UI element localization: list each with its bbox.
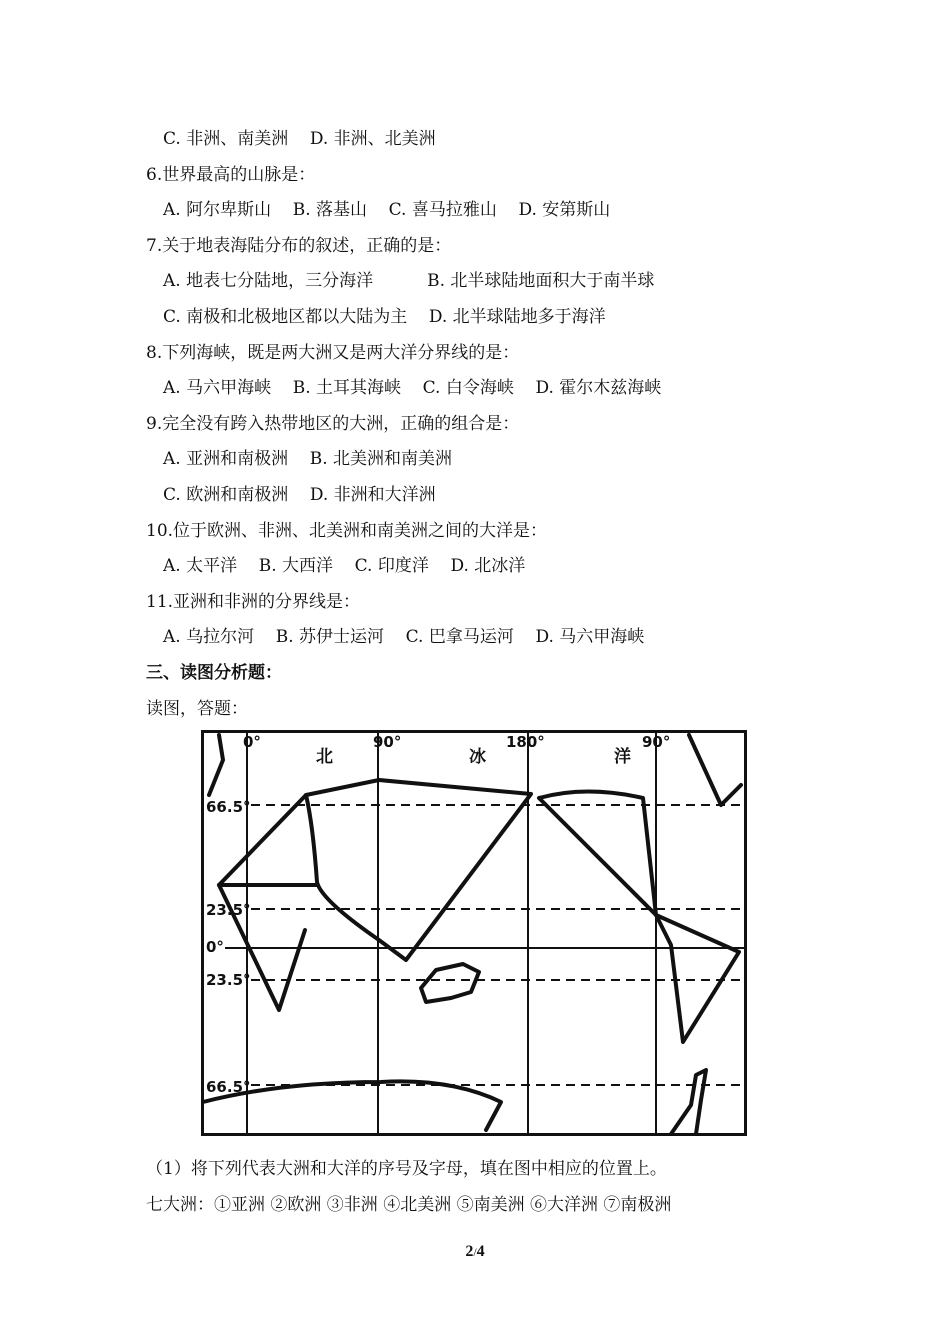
question-text: 8.下列海峡，既是两大洲又是两大洋分界线的是： — [146, 343, 520, 363]
lon-label: 90° — [373, 733, 402, 751]
lon-label: 0° — [243, 733, 261, 751]
northwest-coast-line — [209, 735, 223, 795]
answer-options: C. 欧洲和南极洲 D. 非洲和大洋洲 — [163, 485, 436, 505]
world-outline-map — [201, 730, 747, 1136]
eurasia-outline — [219, 780, 531, 960]
ocean-label-char: 冰 — [469, 747, 486, 767]
question-text: 9.完全没有跨入热带地区的大洲，正确的组合是： — [146, 414, 520, 434]
lat-label: 0° — [206, 938, 224, 956]
page-number — [0, 1243, 950, 1261]
antarctica-peninsula — [671, 1070, 706, 1134]
question-text: 七大洲：①亚洲 ②欧洲 ③非洲 ④北美洲 ⑤南美洲 ⑥大洋洲 ⑦南极洲 — [146, 1195, 672, 1215]
australia-outline — [421, 964, 479, 1002]
answer-options: A. 乌拉尔河 B. 苏伊士运河 C. 巴拿马运河 D. 马六甲海峡 — [163, 627, 645, 647]
answer-options: A. 马六甲海峡 B. 土耳其海峡 C. 白令海峡 D. 霍尔木兹海峡 — [163, 378, 662, 398]
question-text: 7.关于地表海陆分布的叙述，正确的是： — [146, 236, 452, 256]
question-text: 11.亚洲和非洲的分界线是： — [146, 592, 361, 612]
section-heading: 三、读图分析题： — [146, 663, 282, 683]
ocean-label-char: 北 — [316, 747, 333, 767]
lat-label: 23.5° — [206, 971, 251, 989]
answer-options: C. 南极和北极地区都以大陆为主 D. 北半球陆地多于海洋 — [163, 307, 606, 327]
lat-label: 23.5° — [206, 901, 251, 919]
northeast-coast-line — [689, 735, 741, 805]
lat-label: 66.5° — [206, 1078, 251, 1096]
page-total: 4 — [476, 1243, 485, 1260]
question-text: 10.位于欧洲、非洲、北美洲和南美洲之间的大洋是： — [146, 521, 548, 541]
north-america-outline — [539, 792, 656, 916]
answer-options: C. 非洲、南美洲 D. 非洲、北美洲 — [163, 129, 436, 149]
answer-options: A. 亚洲和南极洲 B. 北美洲和南美洲 — [163, 449, 452, 469]
question-text: （1）将下列代表大洲和大洋的序号及字母，填在图中相应的位置上。 — [146, 1159, 667, 1179]
ocean-label-char: 洋 — [614, 747, 631, 767]
page-separator: / — [473, 1245, 477, 1259]
lon-label: 90° — [642, 733, 671, 751]
lon-label: 180° — [506, 733, 545, 751]
south-america-outline — [656, 915, 739, 1042]
page-current: 2 — [465, 1243, 474, 1260]
lat-label: 66.5° — [206, 798, 251, 816]
question-text: 读图，答题： — [146, 699, 248, 719]
answer-options: A. 阿尔卑斯山 B. 落基山 C. 喜马拉雅山 D. 安第斯山 — [163, 200, 611, 220]
question-text: 6.世界最高的山脉是： — [146, 165, 316, 185]
answer-options: A. 太平洋 B. 大西洋 C. 印度洋 D. 北冰洋 — [163, 556, 526, 576]
answer-options: A. 地表七分陆地，三分海洋 B. 北半球陆地面积大于南半球 — [163, 271, 655, 291]
